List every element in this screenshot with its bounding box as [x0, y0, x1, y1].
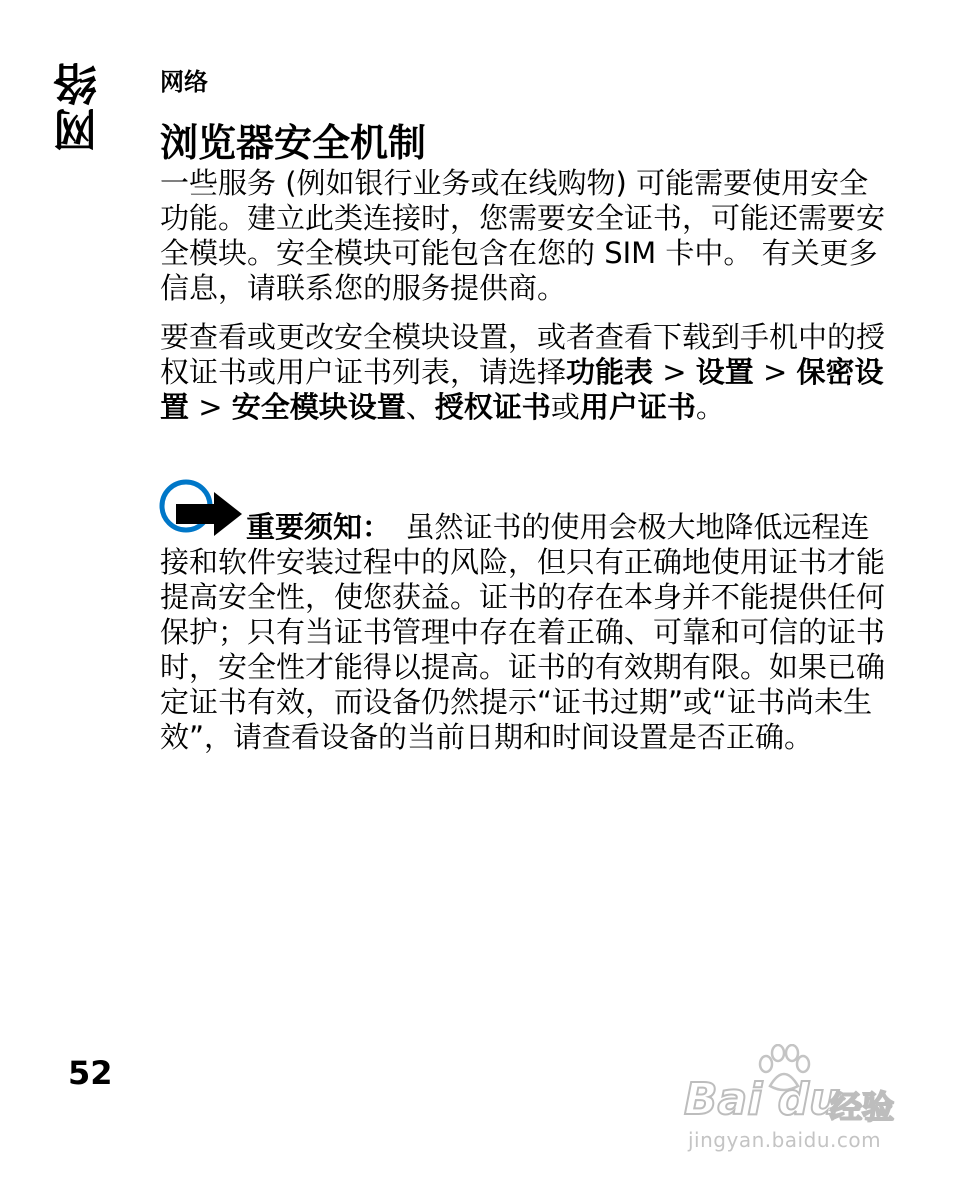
menu-settings: 设置	[695, 355, 754, 389]
baidu-jingyan-watermark	[684, 1044, 914, 1154]
watermark-logo: Bai du	[684, 1074, 841, 1125]
note-text: 虽然证书的使用会极大地降低远程连接和软件安装过程中的风险，但只有正确地使用证书才能提高安全性，使您获益。证书的存在本身并不能提供任何保护；只有当证书管理中存在着正确、可靠和可信的证书时，安全性才能得以提高。证书的有效期有限。如果已确定证书有效，而设备仍然提示“证书过期”或“证书尚未生效”，请查看设备的当前日期和时间设置是否正确。	[160, 510, 886, 754]
option-authority-certs: 授权证书	[434, 390, 551, 424]
note-label: 重要须知：	[246, 510, 377, 544]
watermark-url: jingyan.baidu.com	[688, 1128, 882, 1152]
option-separator: 、	[405, 390, 435, 424]
watermark-label: 经验	[830, 1088, 895, 1126]
page-number: 52	[68, 1054, 113, 1092]
menu-separator: >	[653, 355, 696, 389]
sentence-end: 。	[695, 390, 725, 424]
settings-paragraph	[160, 320, 890, 425]
menu-separator: >	[753, 355, 797, 389]
section-label: 网络	[160, 68, 208, 96]
menu-function-table: 功能表	[566, 355, 654, 389]
option-security-module: 安全模块设置	[231, 390, 406, 424]
intro-paragraph: 一些服务 (例如银行业务或在线购物) 可能需要使用安全功能。建立此类连接时，您需要安全证书，可能还需要安全模块。安全模块可能包含在您的 SIM 卡中。 有关更多信息，请联系您的服务提供商。	[160, 166, 886, 305]
page-title: 浏览器安全机制	[160, 121, 427, 165]
menu-separator: >	[189, 390, 232, 424]
side-tab: 网络	[54, 60, 105, 152]
menu-security-settings: 保密设置	[160, 355, 884, 424]
settings-text: 要查看或更改安全模块设置，或者查看下载到手机中的授权证书或用户证书列表，请选择	[160, 320, 886, 389]
option-user-certs: 用户证书	[579, 390, 696, 424]
important-note	[160, 510, 890, 755]
option-or: 或	[550, 390, 580, 424]
